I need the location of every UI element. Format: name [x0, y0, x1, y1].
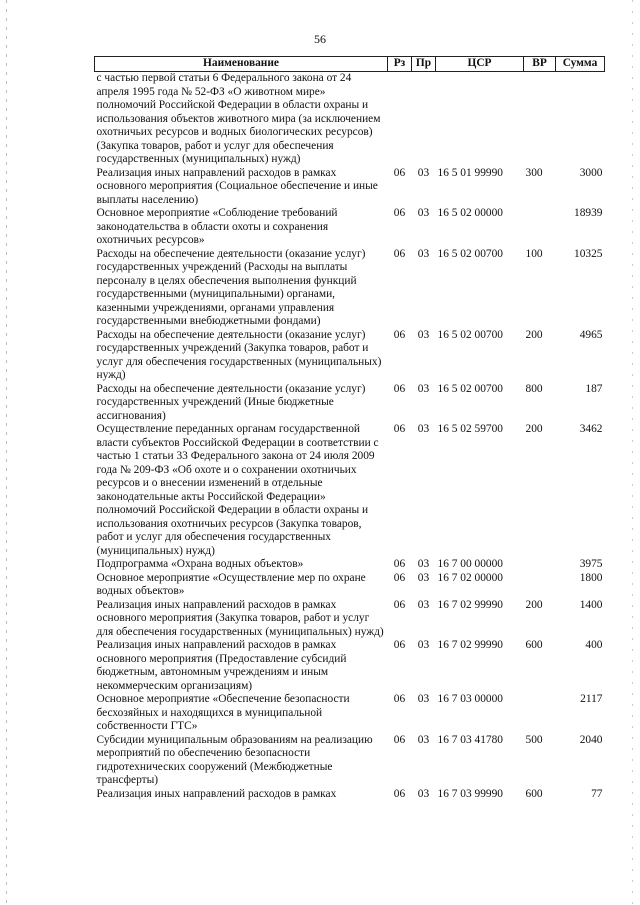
cell-vr: 300 — [525, 166, 543, 179]
table-row — [95, 207, 605, 248]
cell-vr: 500 — [525, 733, 543, 746]
cell-pr: 03 — [417, 787, 430, 800]
column-header-sum: Сумма — [556, 57, 605, 72]
cell-csr: 16 7 02 99990 — [437, 639, 503, 651]
cell-csr: 16 7 02 00000 — [437, 571, 503, 584]
column-header-vr: ВР — [524, 57, 556, 72]
cell-name: Основное мероприятие «Осуществление мер по охране водных объектов» — [96, 571, 366, 597]
cell-pr: 03 — [417, 693, 430, 705]
cell-pr: 03 — [417, 733, 430, 746]
cell-vr — [524, 72, 556, 167]
cell-pr: 03 — [417, 571, 430, 584]
cell-sum: 2040 — [579, 733, 603, 746]
cell-pr — [412, 72, 436, 167]
cell-rz: 06 — [393, 787, 406, 800]
cell-rz: 06 — [393, 328, 406, 341]
cell-name: Реализация иных направлений расходов в рамках основного мероприятия (Закупка товаров, работ и услуг для обеспечения государственных (муниципальных) нужд) — [96, 598, 384, 638]
table-row — [95, 558, 605, 572]
cell-pr: 03 — [417, 382, 430, 395]
cell-sum — [556, 72, 605, 167]
cell-pr: 03 — [417, 558, 430, 570]
cell-sum: 3462 — [579, 423, 603, 435]
cell-csr: 16 7 03 41780 — [437, 733, 503, 746]
cell-csr: 16 5 02 00700 — [437, 382, 503, 395]
cell-csr: 16 5 02 00700 — [437, 328, 503, 341]
column-header-rz: Рз — [388, 57, 412, 72]
cell-csr: 16 5 02 00700 — [437, 247, 503, 260]
table-row — [95, 572, 605, 599]
cell-vr: 200 — [525, 328, 543, 341]
cell-sum: 10325 — [574, 247, 603, 260]
cell-vr — [524, 693, 556, 734]
table-row — [95, 599, 605, 640]
table-row — [95, 383, 605, 424]
cell-pr: 03 — [417, 247, 430, 260]
cell-vr: 800 — [525, 382, 543, 395]
cell-vr: 100 — [525, 247, 543, 260]
cell-name: Основное мероприятие «Обеспечение безопасности бесхозяйных и находящихся в муниципальной собственности ГТС» — [96, 693, 350, 732]
cell-name: Реализация иных направлений расходов в рамках основного мероприятия (Предоставление субсидий бюджетным, автономным учреждениям и иным некоммерческим организациям) — [96, 639, 347, 692]
cell-rz: 06 — [393, 733, 406, 746]
table-row — [95, 329, 605, 383]
cell-sum: 3000 — [579, 166, 603, 179]
table-row — [95, 639, 605, 693]
column-header-csr: ЦСР — [436, 57, 524, 72]
cell-sum: 187 — [585, 382, 603, 395]
cell-sum: 77 — [591, 787, 603, 800]
cell-vr — [524, 572, 556, 599]
table-body — [95, 72, 605, 802]
column-header-name: Наименование — [95, 57, 388, 72]
cell-sum: 400 — [585, 639, 603, 651]
cell-name: Подпрограмма «Охрана водных объектов» — [96, 558, 304, 570]
cell-sum: 1400 — [579, 598, 603, 611]
cell-csr: 16 7 02 99990 — [437, 598, 503, 611]
scan-edge-right — [632, 0, 633, 905]
table-row — [95, 693, 605, 734]
cell-rz: 06 — [393, 693, 406, 705]
cell-rz: 06 — [393, 558, 406, 570]
cell-rz: 06 — [393, 247, 406, 260]
cell-rz: 06 — [393, 382, 406, 395]
cell-sum: 3975 — [579, 558, 603, 570]
column-header-pr: Пр — [412, 57, 436, 72]
cell-name: Реализация иных направлений расходов в рамках основного мероприятия (Социальное обеспечение и иные выплаты населению) — [96, 166, 378, 206]
cell-csr: 16 5 02 00000 — [437, 207, 503, 219]
cell-vr: 200 — [525, 598, 543, 611]
cell-vr: 200 — [525, 423, 543, 435]
page-number: 56 — [314, 32, 326, 46]
cell-csr: 16 7 00 00000 — [437, 558, 503, 570]
scan-edge-left — [6, 0, 7, 905]
budget-table — [94, 56, 605, 801]
cell-name: Субсидии муниципальным образованиям на реализацию мероприятий по обеспечению безопасности гидротехнических сооружений (Межбюджетные трансферты) — [96, 733, 373, 786]
cell-name: Расходы на обеспечение деятельности (оказание услуг) государственных учреждений (Закупка товаров, работ и услуг для обеспечения государственных (муниципальных) нужд) — [96, 328, 382, 381]
cell-pr: 03 — [417, 166, 430, 179]
cell-sum: 4965 — [579, 328, 603, 341]
cell-vr: 600 — [525, 787, 543, 800]
table-row — [95, 423, 605, 558]
cell-csr: 16 7 03 99990 — [437, 787, 503, 800]
cell-csr — [436, 72, 524, 167]
cell-sum: 1800 — [579, 571, 603, 584]
cell-name: Реализация иных направлений расходов в рамках — [96, 787, 337, 800]
cell-name: Расходы на обеспечение деятельности (оказание услуг) государственных учреждений (Иные бюджетные ассигнования) — [96, 382, 366, 422]
table-header — [95, 57, 605, 72]
cell-name: Осуществление переданных органам государственной власти субъектов Российской Федерации в соответствии с частью 1 статьи 33 Федерального закона от 24 июля 2009 года № 209-ФЗ «Об охоте и о сохранении охотничьих ресурсов и о внесении изменений в отдельные законодательные акты Российской Федерации» полномочий Российской Федерации в области охраны и использования охотничьих ресурсов (Закупка товаров, работ и услуг для обеспечения государственных (муниципальных) нужд) — [96, 423, 379, 557]
table-row — [95, 248, 605, 329]
cell-name: Основное мероприятие «Соблюдение требований законодательства в области охоты и сохранения охотничьих ресурсов» — [96, 207, 338, 246]
cell-rz: 06 — [393, 423, 406, 435]
cell-rz: 06 — [393, 639, 406, 651]
cell-vr: 600 — [525, 639, 543, 651]
cell-pr: 03 — [417, 207, 430, 219]
table-row — [95, 788, 605, 802]
cell-name: Расходы на обеспечение деятельности (оказание услуг) государственных учреждений (Расходы на выплаты персоналу в целях обеспечения выполнения функций государственными (муниципальными) органами, казенными учреждениями, органами управления государственными внебюджетными фондами) — [96, 247, 366, 327]
cell-pr: 03 — [417, 423, 430, 435]
cell-rz — [388, 72, 412, 167]
cell-csr: 16 5 01 99990 — [437, 166, 503, 179]
cell-sum: 2117 — [580, 693, 603, 705]
cell-name: с частью первой статьи 6 Федерального закона от 24 апреля 1995 года № 52-ФЗ «О животном мире» полномочий Российской Федерации в области охраны и использования объектов животного мира (за исключением охотничьих ресурсов и водных биологических ресурсов) (Закупка товаров, работ и услуг для обеспечения государственных (муниципальных) нужд) — [96, 72, 381, 165]
cell-pr: 03 — [417, 639, 430, 651]
cell-csr: 16 5 02 59700 — [437, 423, 503, 435]
cell-rz: 06 — [393, 571, 406, 584]
cell-csr: 16 7 03 00000 — [437, 693, 503, 705]
cell-vr — [524, 207, 556, 248]
table-row — [95, 167, 605, 208]
cell-rz: 06 — [393, 207, 406, 219]
cell-vr — [524, 558, 556, 572]
table-row — [95, 72, 605, 167]
cell-rz: 06 — [393, 598, 406, 611]
cell-sum: 18939 — [574, 207, 603, 219]
table-row — [95, 734, 605, 788]
cell-rz: 06 — [393, 166, 406, 179]
cell-pr: 03 — [417, 598, 430, 611]
cell-pr: 03 — [417, 328, 430, 341]
